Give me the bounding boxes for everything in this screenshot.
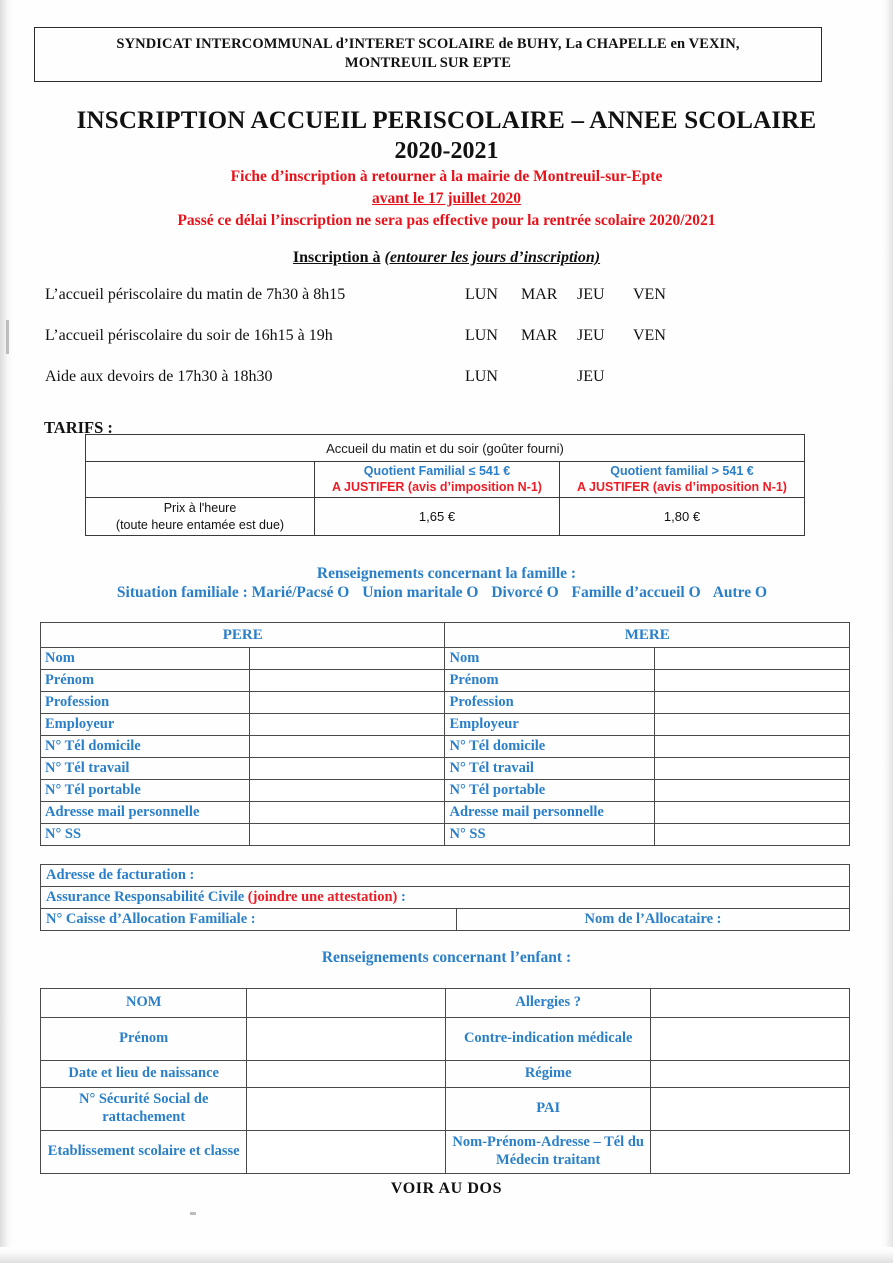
child-field-input-nom[interactable] bbox=[247, 989, 446, 1018]
mere-field-label-tel-portable: N° Tél portable bbox=[445, 780, 654, 802]
child-field-label-nom: NOM bbox=[41, 989, 247, 1018]
pere-field-label-tel-portable: N° Tél portable bbox=[41, 780, 250, 802]
pere-field-label-nom: Nom bbox=[41, 648, 250, 670]
situation-option-union-maritale[interactable]: Union maritale O bbox=[362, 584, 479, 601]
child-field-label-num-secu: N° Sécurité Social de rattachement bbox=[41, 1088, 247, 1131]
child-field-label-pai: PAI bbox=[446, 1088, 651, 1131]
child-field-input-medecin[interactable] bbox=[651, 1131, 850, 1174]
table-row bbox=[41, 1088, 850, 1131]
schedule-day-option[interactable]: LUN bbox=[465, 368, 498, 385]
tarifs-empty-corner bbox=[86, 462, 315, 498]
organization-line-2: MONTREUIL SUR EPTE bbox=[344, 54, 512, 71]
school-year: 2020-2021 bbox=[394, 138, 499, 164]
mere-field-input-tel-travail[interactable] bbox=[654, 758, 849, 780]
tarifs-quotient-2: Quotient familial > 541 € bbox=[610, 464, 754, 478]
caf-number-label: N° Caisse d’Allocation Familiale : bbox=[46, 911, 256, 927]
child-field-input-naissance[interactable] bbox=[247, 1061, 446, 1088]
table-row bbox=[41, 1018, 850, 1061]
schedule-day-option[interactable]: LUN bbox=[465, 327, 498, 344]
parents-header-mere: MERE bbox=[445, 623, 850, 648]
child-field-input-pai[interactable] bbox=[651, 1088, 850, 1131]
allocataire-name-cell[interactable] bbox=[457, 909, 850, 931]
footer-note: VOIR AU DOS bbox=[390, 1180, 503, 1197]
table-row bbox=[41, 648, 850, 670]
situation-option-autre[interactable]: Autre O bbox=[712, 584, 768, 601]
schedule-day-group bbox=[465, 368, 725, 386]
child-field-input-prenom[interactable] bbox=[247, 1018, 446, 1061]
pere-field-input-num-ss[interactable] bbox=[250, 824, 445, 846]
mere-field-label-prenom: Prénom bbox=[445, 670, 654, 692]
mere-field-input-tel-domicile[interactable] bbox=[654, 736, 849, 758]
parents-header-pere: PERE bbox=[41, 623, 445, 648]
child-field-label-etablissement: Etablissement scolaire et classe bbox=[41, 1131, 247, 1174]
schedule-row bbox=[45, 327, 845, 368]
schedule-day-group bbox=[465, 286, 725, 304]
deadline-notice bbox=[0, 166, 893, 232]
tarifs-span-header-row bbox=[86, 435, 805, 462]
organization-line-1: SYNDICAT INTERCOMMUNAL d’INTERET SCOLAIRE de BUHY, La CHAPELLE en VEXIN, bbox=[116, 36, 740, 52]
tarifs-price-row bbox=[86, 498, 805, 536]
pere-field-input-tel-portable[interactable] bbox=[250, 780, 445, 802]
table-row bbox=[41, 1131, 850, 1174]
schedule-day-spacer bbox=[521, 368, 577, 386]
schedule-row bbox=[45, 286, 845, 327]
billing-address-row[interactable] bbox=[41, 865, 850, 887]
table-row bbox=[41, 758, 850, 780]
mere-field-input-num-ss[interactable] bbox=[654, 824, 849, 846]
allocataire-label: Nom de l’Allocataire : bbox=[584, 911, 722, 927]
mere-field-label-tel-domicile: N° Tél domicile bbox=[445, 736, 654, 758]
schedule-day-spacer bbox=[633, 368, 689, 386]
child-field-label-prenom: Prénom bbox=[41, 1018, 247, 1061]
insurance-attestation-note: (joindre une attestation) bbox=[247, 889, 398, 905]
table-row bbox=[41, 909, 850, 931]
pere-field-label-num-ss: N° SS bbox=[41, 824, 250, 846]
insurance-label: Assurance Responsabilité Civile bbox=[46, 889, 245, 905]
tarifs-price-1: 1,65 € bbox=[315, 498, 560, 536]
mere-field-label-num-ss: N° SS bbox=[445, 824, 654, 846]
scan-artifact bbox=[190, 1212, 196, 1215]
table-row bbox=[41, 714, 850, 736]
mere-field-input-nom[interactable] bbox=[654, 648, 849, 670]
notice-line-3: Passé ce délai l’inscription ne sera pas effective pour la rentrée scolaire 2020/2021 bbox=[177, 212, 716, 229]
page-title: INSCRIPTION ACCUEIL PERISCOLAIRE – ANNEE SCOLAIRE bbox=[76, 107, 817, 134]
mere-field-input-email[interactable] bbox=[654, 802, 849, 824]
tarifs-span-header: Accueil du matin et du soir (goûter fourni) bbox=[86, 435, 805, 462]
inscription-heading-italic: (entourer les jours d’inscription) bbox=[384, 249, 601, 266]
notice-deadline: avant le 17 juillet 2020 bbox=[372, 190, 521, 207]
inscription-heading bbox=[0, 249, 893, 267]
child-field-label-allergies: Allergies ? bbox=[446, 989, 651, 1018]
child-field-input-regime[interactable] bbox=[651, 1061, 850, 1088]
schedule-row-label: L’accueil périscolaire du matin de 7h30 à 8h15 bbox=[45, 286, 346, 303]
table-row bbox=[41, 780, 850, 802]
pere-field-input-prenom[interactable] bbox=[250, 670, 445, 692]
tarifs-column-header-row bbox=[86, 462, 805, 498]
tarifs-justify-1: A JUSTIFER (avis d’imposition N-1) bbox=[332, 479, 542, 494]
caf-number-cell[interactable] bbox=[41, 909, 457, 931]
mere-field-label-tel-travail: N° Tél travail bbox=[445, 758, 654, 780]
schedule-day-option[interactable]: JEU bbox=[577, 286, 605, 303]
tarifs-justify-2: A JUSTIFER (avis d’imposition N-1) bbox=[577, 479, 787, 494]
mere-field-input-profession[interactable] bbox=[654, 692, 849, 714]
schedule-row-label: Aide aux devoirs de 17h30 à 18h30 bbox=[45, 368, 273, 385]
notice-line-1: Fiche d’inscription à retourner à la mairie de Montreuil-sur-Epte bbox=[230, 168, 663, 185]
pere-field-label-employeur: Employeur bbox=[41, 714, 250, 736]
billing-table bbox=[40, 864, 850, 931]
schedule-day-option[interactable]: MAR bbox=[521, 327, 558, 344]
schedule-day-option[interactable]: VEN bbox=[633, 327, 666, 344]
tarifs-label: TARIFS : bbox=[44, 418, 113, 437]
table-row bbox=[41, 865, 850, 887]
billing-address-label: Adresse de facturation : bbox=[46, 867, 195, 883]
situation-option-divorce[interactable]: Divorcé O bbox=[491, 584, 559, 601]
situation-option-famille-accueil[interactable]: Famille d’accueil O bbox=[571, 584, 701, 601]
child-field-input-contre-indication[interactable] bbox=[651, 1018, 850, 1061]
child-field-input-num-secu[interactable] bbox=[247, 1088, 446, 1131]
pere-field-input-nom[interactable] bbox=[250, 648, 445, 670]
child-field-label-naissance: Date et lieu de naissance bbox=[41, 1061, 247, 1088]
family-situation-label: Situation familiale : bbox=[116, 584, 248, 601]
table-row bbox=[41, 736, 850, 758]
situation-option-marie-pacse[interactable]: Marié/Pacsé O bbox=[251, 584, 350, 601]
table-row bbox=[41, 692, 850, 714]
tarifs-price-2: 1,80 € bbox=[560, 498, 805, 536]
child-field-input-allergies[interactable] bbox=[651, 989, 850, 1018]
pere-field-input-tel-domicile[interactable] bbox=[250, 736, 445, 758]
pere-field-label-email: Adresse mail personnelle bbox=[41, 802, 250, 824]
schedule-day-option[interactable]: VEN bbox=[633, 286, 666, 303]
child-field-label-contre-indication: Contre-indication médicale bbox=[446, 1018, 651, 1061]
schedule-day-option[interactable]: LUN bbox=[465, 286, 498, 303]
pere-field-input-employeur[interactable] bbox=[250, 714, 445, 736]
pere-field-label-prenom: Prénom bbox=[41, 670, 250, 692]
mere-field-label-email: Adresse mail personnelle bbox=[445, 802, 654, 824]
pere-field-input-tel-travail[interactable] bbox=[250, 758, 445, 780]
schedule-day-option[interactable]: JEU bbox=[577, 327, 605, 344]
table-row bbox=[41, 670, 850, 692]
tarifs-table bbox=[85, 434, 805, 536]
pere-field-input-profession[interactable] bbox=[250, 692, 445, 714]
inscription-heading-lead: Inscription à bbox=[292, 249, 381, 266]
mere-field-label-profession: Profession bbox=[445, 692, 654, 714]
table-row bbox=[41, 887, 850, 909]
table-row bbox=[41, 802, 850, 824]
pere-field-label-profession: Profession bbox=[41, 692, 250, 714]
mere-field-input-tel-portable[interactable] bbox=[654, 780, 849, 802]
tarifs-row-label-line-2: (toute heure entamée est due) bbox=[115, 517, 285, 532]
scan-artifact bbox=[6, 320, 9, 354]
mere-field-label-employeur: Employeur bbox=[445, 714, 654, 736]
tarifs-column-header-2 bbox=[560, 462, 805, 498]
child-field-label-regime: Régime bbox=[446, 1061, 651, 1088]
family-situation-row bbox=[0, 584, 893, 602]
tarifs-row-label-line-1: Prix à l'heure bbox=[163, 501, 237, 516]
table-row bbox=[41, 989, 850, 1018]
pere-field-label-tel-travail: N° Tél travail bbox=[41, 758, 250, 780]
schedule-list bbox=[45, 286, 845, 409]
pere-field-label-tel-domicile: N° Tél domicile bbox=[41, 736, 250, 758]
schedule-row-label: L’accueil périscolaire du soir de 16h15 à 19h bbox=[45, 327, 333, 344]
parents-table bbox=[40, 622, 850, 846]
scan-edge-bottom bbox=[0, 1247, 893, 1263]
organization-header-box bbox=[34, 27, 822, 82]
schedule-day-group bbox=[465, 327, 725, 345]
schedule-day-option[interactable]: JEU bbox=[577, 368, 605, 385]
child-table bbox=[40, 988, 850, 1174]
billing-insurance-row[interactable] bbox=[41, 887, 850, 909]
mere-field-input-employeur[interactable] bbox=[654, 714, 849, 736]
table-row bbox=[41, 1061, 850, 1088]
pere-field-input-email[interactable] bbox=[250, 802, 445, 824]
table-row bbox=[41, 824, 850, 846]
schedule-day-option[interactable]: MAR bbox=[521, 286, 558, 303]
mere-field-label-nom: Nom bbox=[445, 648, 654, 670]
schedule-row bbox=[45, 368, 845, 409]
parents-header-row bbox=[41, 623, 850, 648]
tarifs-row-label bbox=[86, 498, 315, 536]
tarifs-column-header-1 bbox=[315, 462, 560, 498]
family-section-heading: Renseignements concernant la famille : bbox=[316, 565, 577, 582]
tarifs-quotient-1: Quotient Familial ≤ 541 € bbox=[363, 464, 511, 478]
insurance-colon: : bbox=[400, 889, 406, 905]
child-field-input-etablissement[interactable] bbox=[247, 1131, 446, 1174]
mere-field-input-prenom[interactable] bbox=[654, 670, 849, 692]
child-field-label-medecin: Nom-Prénom-Adresse – Tél du Médecin traitant bbox=[446, 1131, 651, 1174]
child-section-heading: Renseignements concernant l’enfant : bbox=[321, 949, 572, 966]
